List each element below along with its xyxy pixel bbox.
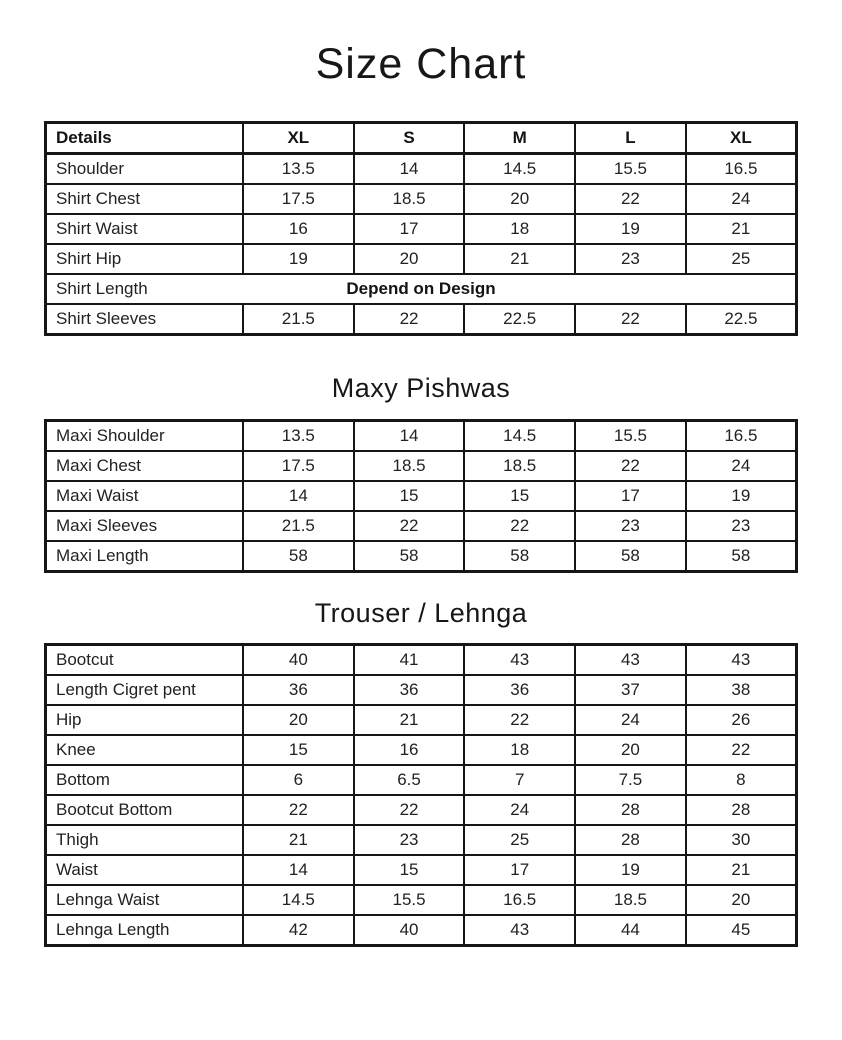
row-label-cell: Lehnga Waist — [46, 885, 244, 915]
value-cell: 36 — [354, 675, 465, 705]
value-cell: 21 — [243, 825, 354, 855]
header-row — [46, 123, 797, 154]
value-cell: 21.5 — [243, 511, 354, 541]
value-cell: 6.5 — [354, 765, 465, 795]
value-cell: 18 — [464, 735, 575, 765]
value-cell: 24 — [464, 795, 575, 825]
value-cell: 20 — [575, 735, 686, 765]
value-cell: 36 — [243, 675, 354, 705]
value-cell: 23 — [354, 825, 465, 855]
value-cell: 16 — [243, 214, 354, 244]
value-cell: 13.5 — [243, 154, 354, 185]
row-label-cell: Thigh — [46, 825, 244, 855]
value-cell: 19 — [575, 214, 686, 244]
value-cell: 22 — [464, 705, 575, 735]
value-cell: 21 — [464, 244, 575, 274]
value-cell: 58 — [354, 541, 465, 572]
section-maxy-pishwas — [0, 372, 842, 572]
value-cell: 14 — [243, 855, 354, 885]
value-cell: 18.5 — [354, 451, 465, 481]
value-cell: 23 — [575, 511, 686, 541]
row-label-cell: Knee — [46, 735, 244, 765]
value-cell: 43 — [575, 645, 686, 676]
value-cell: 45 — [686, 915, 797, 946]
table-row — [46, 735, 797, 765]
row-label: Shirt Length — [56, 279, 148, 299]
value-cell: 22 — [575, 184, 686, 214]
page-title: Size Chart — [315, 40, 527, 88]
value-cell: 43 — [464, 645, 575, 676]
value-cell: 14.5 — [464, 154, 575, 185]
table-row — [46, 154, 797, 185]
value-cell: 22 — [354, 304, 465, 335]
value-cell: 28 — [686, 795, 797, 825]
header-size-cell: M — [464, 123, 575, 154]
table-row — [46, 855, 797, 885]
value-cell: 23 — [575, 244, 686, 274]
value-cell: 15 — [464, 481, 575, 511]
value-cell: 24 — [575, 705, 686, 735]
value-cell: 38 — [686, 675, 797, 705]
row-label-cell: Shirt Chest — [46, 184, 244, 214]
value-cell: 15 — [354, 855, 465, 885]
section-trouser-lehnga — [0, 597, 842, 947]
value-cell: 7.5 — [575, 765, 686, 795]
value-cell: 21 — [686, 855, 797, 885]
row-label-cell: Shoulder — [46, 154, 244, 185]
section-spacer — [0, 336, 842, 372]
value-cell: 20 — [354, 244, 465, 274]
value-cell: 14 — [354, 420, 465, 451]
value-cell: 20 — [243, 705, 354, 735]
value-cell: 22 — [464, 511, 575, 541]
value-cell: 22 — [243, 795, 354, 825]
value-cell: 58 — [243, 541, 354, 572]
value-cell: 21 — [354, 705, 465, 735]
row-label-cell: Maxi Length — [46, 541, 244, 572]
row-label-cell: Lehnga Length — [46, 915, 244, 946]
value-cell: 18.5 — [464, 451, 575, 481]
value-cell: 25 — [686, 244, 797, 274]
value-cell: 14 — [243, 481, 354, 511]
value-cell: 17.5 — [243, 451, 354, 481]
maxy-pishwas-heading: Maxy Pishwas — [331, 373, 511, 404]
value-cell: 22 — [575, 304, 686, 335]
value-cell: 14 — [354, 154, 465, 185]
value-cell: 44 — [575, 915, 686, 946]
row-label-cell: Maxi Chest — [46, 451, 244, 481]
value-cell: 15.5 — [575, 420, 686, 451]
table-row — [46, 645, 797, 676]
value-cell: 22 — [354, 511, 465, 541]
value-cell: 36 — [464, 675, 575, 705]
value-cell: 26 — [686, 705, 797, 735]
row-label-cell: Waist — [46, 855, 244, 885]
row-label-cell: Bootcut — [46, 645, 244, 676]
value-cell: 18 — [464, 214, 575, 244]
value-cell: 15 — [243, 735, 354, 765]
size-chart-page — [0, 40, 842, 947]
value-cell: 18.5 — [575, 885, 686, 915]
table-row — [46, 541, 797, 572]
row-label-cell: Hip — [46, 705, 244, 735]
value-cell: 19 — [575, 855, 686, 885]
value-cell: 37 — [575, 675, 686, 705]
row-label-cell: Maxi Sleeves — [46, 511, 244, 541]
section-shirt — [0, 121, 842, 336]
row-label-cell: Bottom — [46, 765, 244, 795]
value-cell: 15.5 — [354, 885, 465, 915]
value-cell: 17 — [464, 855, 575, 885]
table-row — [46, 214, 797, 244]
row-label-cell: Bootcut Bottom — [46, 795, 244, 825]
shirt-size-table — [44, 121, 798, 336]
row-label-cell: Maxi Shoulder — [46, 420, 244, 451]
value-cell: 22 — [575, 451, 686, 481]
value-cell: 43 — [464, 915, 575, 946]
value-cell: 19 — [243, 244, 354, 274]
value-cell: 23 — [686, 511, 797, 541]
value-cell: 19 — [686, 481, 797, 511]
value-cell: 18.5 — [354, 184, 465, 214]
header-size-cell: XL — [686, 123, 797, 154]
value-cell: 16.5 — [464, 885, 575, 915]
row-label-cell: Shirt Sleeves — [46, 304, 244, 335]
value-cell: 22.5 — [686, 304, 797, 335]
table-row — [46, 420, 797, 451]
header-size-cell: S — [354, 123, 465, 154]
value-cell: 21.5 — [243, 304, 354, 335]
value-cell: 14.5 — [464, 420, 575, 451]
value-cell: 40 — [243, 645, 354, 676]
table-row — [46, 675, 797, 705]
value-cell: 14.5 — [243, 885, 354, 915]
table-row — [46, 511, 797, 541]
value-cell: 28 — [575, 795, 686, 825]
table-row — [46, 274, 797, 304]
value-cell: 22 — [686, 735, 797, 765]
merged-note-cell — [46, 274, 797, 304]
header-size-cell: XL — [243, 123, 354, 154]
value-cell: 20 — [464, 184, 575, 214]
merged-note-text: Depend on Design — [346, 279, 496, 299]
value-cell: 22 — [354, 795, 465, 825]
table-row — [46, 705, 797, 735]
value-cell: 17 — [354, 214, 465, 244]
section-spacer — [0, 573, 842, 597]
table-row — [46, 451, 797, 481]
value-cell: 13.5 — [243, 420, 354, 451]
table-row — [46, 184, 797, 214]
table-row — [46, 885, 797, 915]
value-cell: 30 — [686, 825, 797, 855]
value-cell: 21 — [686, 214, 797, 244]
value-cell: 16 — [354, 735, 465, 765]
value-cell: 7 — [464, 765, 575, 795]
maxy-pishwas-table — [44, 419, 798, 573]
table-row — [46, 825, 797, 855]
table-row — [46, 304, 797, 335]
row-label-cell: Shirt Hip — [46, 244, 244, 274]
value-cell: 58 — [575, 541, 686, 572]
value-cell: 15.5 — [575, 154, 686, 185]
value-cell: 22.5 — [464, 304, 575, 335]
value-cell: 58 — [686, 541, 797, 572]
row-label-cell: Shirt Waist — [46, 214, 244, 244]
trouser-lehnga-table — [44, 643, 798, 947]
table-row — [46, 915, 797, 946]
value-cell: 41 — [354, 645, 465, 676]
value-cell: 8 — [686, 765, 797, 795]
value-cell: 6 — [243, 765, 354, 795]
value-cell: 16.5 — [686, 420, 797, 451]
row-label-cell: Maxi Waist — [46, 481, 244, 511]
value-cell: 43 — [686, 645, 797, 676]
value-cell: 40 — [354, 915, 465, 946]
value-cell: 17.5 — [243, 184, 354, 214]
row-label-cell: Length Cigret pent — [46, 675, 244, 705]
value-cell: 42 — [243, 915, 354, 946]
header-size-cell: L — [575, 123, 686, 154]
table-row — [46, 244, 797, 274]
value-cell: 20 — [686, 885, 797, 915]
table-row — [46, 765, 797, 795]
trouser-lehnga-heading: Trouser / Lehnga — [314, 597, 528, 628]
table-row — [46, 795, 797, 825]
value-cell: 24 — [686, 184, 797, 214]
value-cell: 25 — [464, 825, 575, 855]
value-cell: 16.5 — [686, 154, 797, 185]
value-cell: 58 — [464, 541, 575, 572]
header-details-cell: Details — [46, 123, 244, 154]
value-cell: 28 — [575, 825, 686, 855]
value-cell: 15 — [354, 481, 465, 511]
value-cell: 24 — [686, 451, 797, 481]
value-cell: 17 — [575, 481, 686, 511]
table-row — [46, 481, 797, 511]
